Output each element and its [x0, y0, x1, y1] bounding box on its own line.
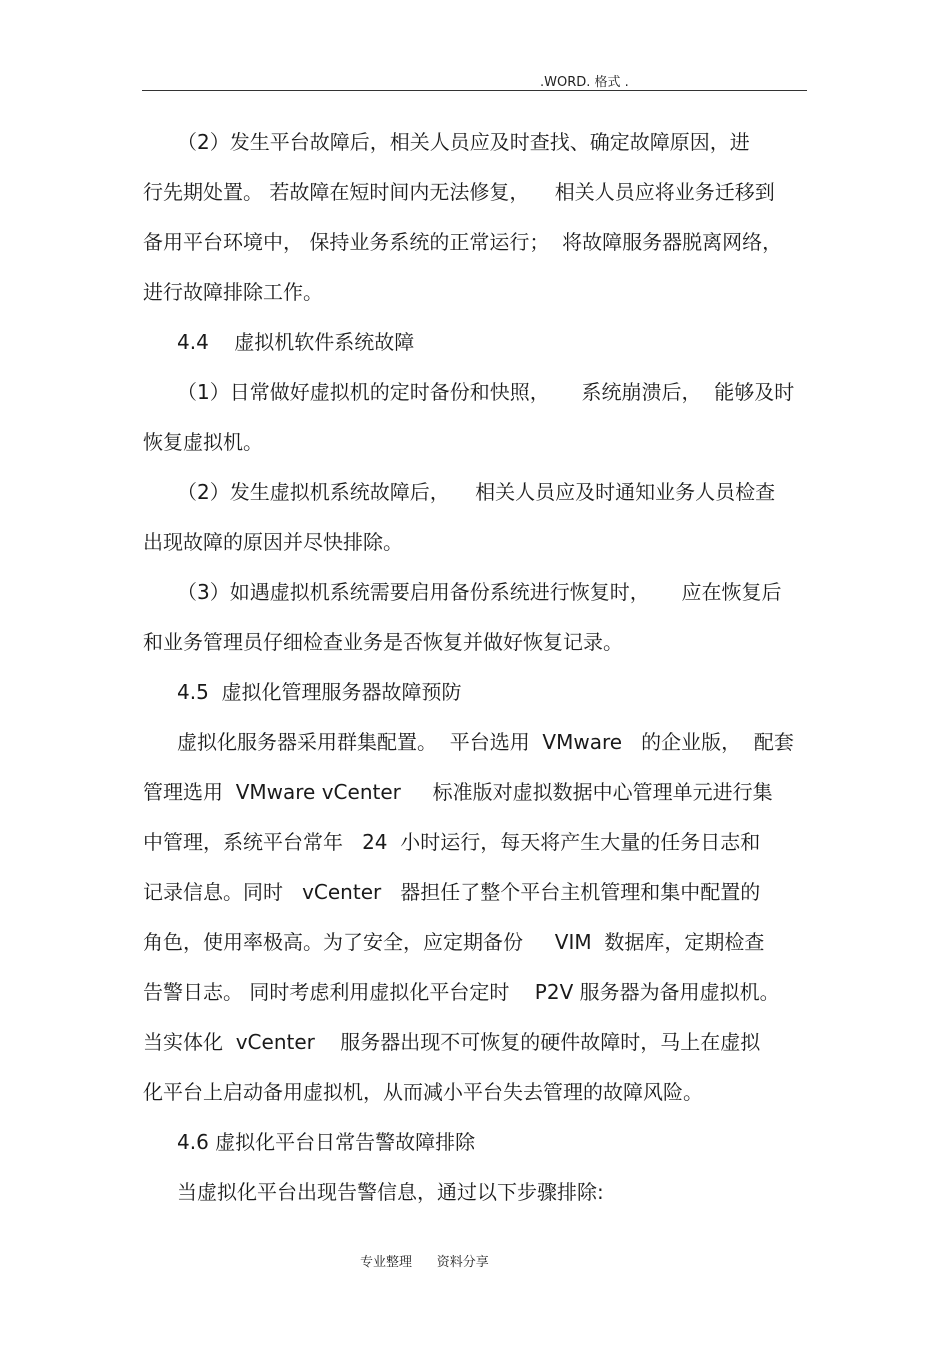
- paragraph-line: 告警日志。 同时考虑利用虚拟化平台定时 P2V 服务器为备用虚拟机。: [143, 980, 780, 1004]
- paragraph-line: 备用平台环境中， 保持业务系统的正常运行； 将故障服务器脱离网络，: [143, 230, 783, 254]
- header-divider: [142, 90, 807, 91]
- paragraph-line: 记录信息。同时 vCenter 器担任了整个平台主机管理和集中配置的: [143, 880, 761, 904]
- paragraph-line: （2）发生虚拟机系统故障后， 相关人员应及时通知业务人员检查: [177, 480, 776, 504]
- paragraph-line: （1）日常做好虚拟机的定时备份和快照， 系统崩溃后， 能够及时: [177, 380, 795, 404]
- paragraph-line: 管理选用 VMware vCenter 标准版对虚拟数据中心管理单元进行集: [143, 780, 773, 804]
- paragraph-line: 虚拟化服务器采用群集配置。 平台选用 VMware 的企业版， 配套: [177, 730, 794, 754]
- paragraph-line: 进行故障排除工作。: [143, 280, 323, 304]
- section-heading-4-6: 4.6 虚拟化平台日常告警故障排除: [177, 1130, 476, 1154]
- section-heading-4-4: 4.4 虚拟机软件系统故障: [177, 330, 415, 354]
- paragraph-line: 当实体化 vCenter 服务器出现不可恢复的硬件故障时，马上在虚拟: [143, 1030, 761, 1054]
- paragraph-line: 行先期处置。 若故障在短时间内无法修复， 相关人员应将业务迁移到: [143, 180, 775, 204]
- paragraph-line: 中管理，系统平台常年 24 小时运行，每天将产生大量的任务日志和: [143, 830, 761, 854]
- paragraph-line: 恢复虚拟机。: [143, 430, 263, 454]
- paragraph-line: 出现故障的原因并尽快排除。: [143, 530, 403, 554]
- paragraph-line: 角色，使用率极高。为了安全，应定期备份 VIM 数据库，定期检查: [143, 930, 765, 954]
- paragraph-line: （3）如遇虚拟机系统需要启用备份系统进行恢复时， 应在恢复后: [177, 580, 782, 604]
- page-header: .WORD. 格式 .: [540, 75, 629, 90]
- section-heading-4-5: 4.5 虚拟化管理服务器故障预防: [177, 680, 462, 704]
- paragraph-line: 化平台上启动备用虚拟机，从而减小平台失去管理的故障风险。: [143, 1080, 703, 1104]
- paragraph-line: 当虚拟化平台出现告警信息，通过以下步骤排除:: [177, 1180, 604, 1204]
- paragraph-line: 和业务管理员仔细检查业务是否恢复并做好恢复记录。: [143, 630, 623, 654]
- page-footer: 专业整理 资料分享: [360, 1255, 489, 1270]
- paragraph-line: （2）发生平台故障后，相关人员应及时查找、确定故障原因，进: [177, 130, 750, 154]
